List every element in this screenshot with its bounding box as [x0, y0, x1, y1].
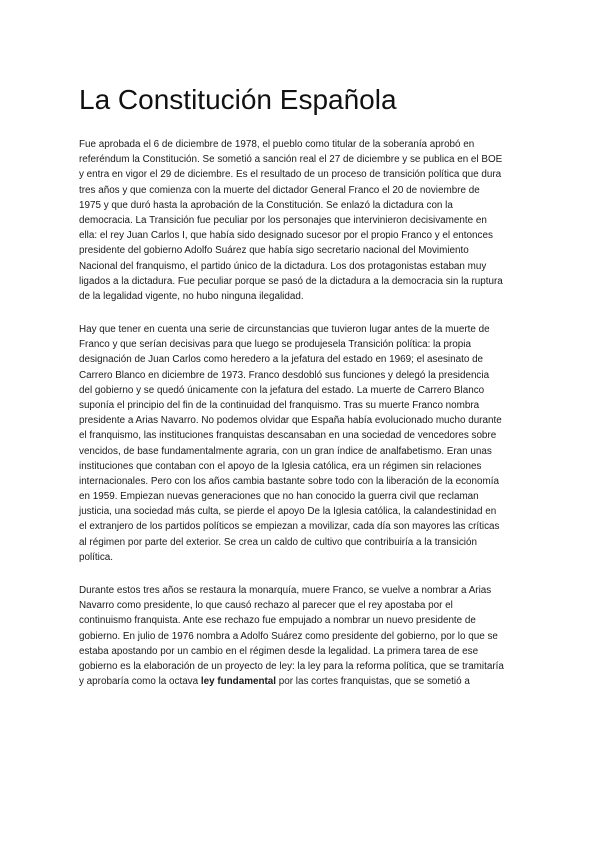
bold-term: ley fundamental — [200, 676, 277, 688]
text-line: Durante estos tres años se restaura la monarquía, muere Franco, se vuelve a nombrar a Arias — [79, 585, 492, 596]
text-line: presidente del gobierno Adolfo Suárez que había sigo secretario nacional del Movimiento — [79, 245, 469, 257]
text-line: continuismo franquista. Ante ese rechazo fue empujado a nombrar un nuevo presidente de — [79, 615, 476, 627]
text-line: de la legalidad vigente, no hubo ninguna ilegalidad. — [79, 290, 304, 302]
text-line: gobierno. En julio de 1976 nombra a Adolfo Suárez como presidente del gobierno, por lo que se — [79, 630, 498, 642]
text-line: Navarro como presidente, lo que causó rechazo al parecer que el rey apostaba por el — [79, 600, 453, 612]
text-line-with-bold — [79, 674, 509, 689]
text-line: justicia, una sociedad más culta, se pierde el apoyo De la Iglesia católica, la calandestinidad en — [79, 506, 497, 518]
text-line: estaba apostando por un cambio en el régimen desde la legalidad. La primera tarea de ese — [79, 645, 479, 657]
text-line: Franco y que serían decisivas para que luego se produjesela Transición política: la propia — [79, 339, 471, 351]
text-line: 1975 y que duró hasta la aprobación de la Constitución. Se enlazó la dictadura con la — [79, 199, 453, 211]
document-title: La Constitución Española — [79, 84, 397, 115]
text-line: internacionales. Pero con los años cambia bastante sobre todo con la liberación de la economía — [79, 475, 499, 487]
text-line: democracia. La Transición fue peculiar por los personajes que intervinieron decisivamente en — [79, 214, 487, 226]
paragraph-2 — [79, 322, 509, 565]
text-line: instituciones que contaban con el apoyo de la Iglesia católica, era un régimen sin relaciones — [79, 460, 482, 472]
text-line: el franquismo, las instituciones franquistas descansaban en una sociedad de vencedores sobre — [79, 430, 497, 442]
text-line: suponía el principio del fin de la continuidad del franquismo. Tras su muerte Franco nombra — [79, 399, 480, 411]
text-run: por las cortes franquistas, que se sometió a — [276, 676, 470, 688]
text-line: Hay que tener en cuenta una serie de circunstancias que tuvieron lugar antes de la muerte de — [79, 324, 490, 335]
text-line: tres años y que comienza con la muerte del dictador General Franco el 20 de noviembre de — [79, 184, 480, 196]
text-line: el extranjero de los partidos políticos se empiezan a movilizar, cada día son mayores las críticas — [79, 521, 500, 533]
text-line: Nacional del franquismo, el partido único de la dictadura. Los dos protagonistas estaban muy — [79, 260, 487, 272]
text-line: ligados a la dictadura. Fue peculiar porque se pasó de la dictadura a la democracia sin la ruptura — [79, 275, 503, 287]
text-run: y aprobaría como la octava — [79, 676, 201, 688]
text-line: Carrero Blanco en diciembre de 1973. Franco desdobló sus funciones y delegó la presidencia — [79, 369, 490, 381]
text-line: del gobierno y se quedó únicamente con la jefatura del estado. La muerte de Carrero Blanco — [79, 384, 485, 396]
paragraph-1 — [79, 137, 509, 304]
text-line: ella: el rey Juan Carlos I, que había sido designado sucesor por el propio Franco y el entonces — [79, 230, 493, 242]
text-line: al régimen por parte del exterior. Se crea un caldo de cultivo que contribuiría a la transición — [79, 536, 477, 548]
text-line: gobierno es la elaboración de un proyecto de ley: la ley para la reforma política, que se tramitaría — [79, 660, 504, 672]
text-line: designación de Juan Carlos como heredero a la jefatura del estado en 1969; el asesinato de — [79, 354, 484, 366]
text-line: y entra en vigor el 29 de diciembre. Es el resultado de un proceso de transición política que dura — [79, 169, 502, 181]
text-line: política. — [79, 551, 114, 563]
paragraph-3 — [79, 583, 509, 689]
text-line: vencidos, de base fundamentalmente agraria, con un gran índice de analfabetismo. Eran unas — [79, 445, 492, 457]
text-line: referéndum la Constitución. Se sometió a sanción real el 27 de diciembre y se publica en el BOE — [79, 154, 503, 166]
text-line: Fue aprobada el 6 de diciembre de 1978, el pueblo como titular de la soberanía aprobó en — [79, 139, 475, 150]
text-line: presidente a Arias Navarro. No podemos olvidar que España había evolucionado mucho durante — [79, 415, 502, 427]
text-line: en 1959. Empiezan nuevas generaciones que no han conocido la guerra civil que reclaman — [79, 491, 479, 503]
